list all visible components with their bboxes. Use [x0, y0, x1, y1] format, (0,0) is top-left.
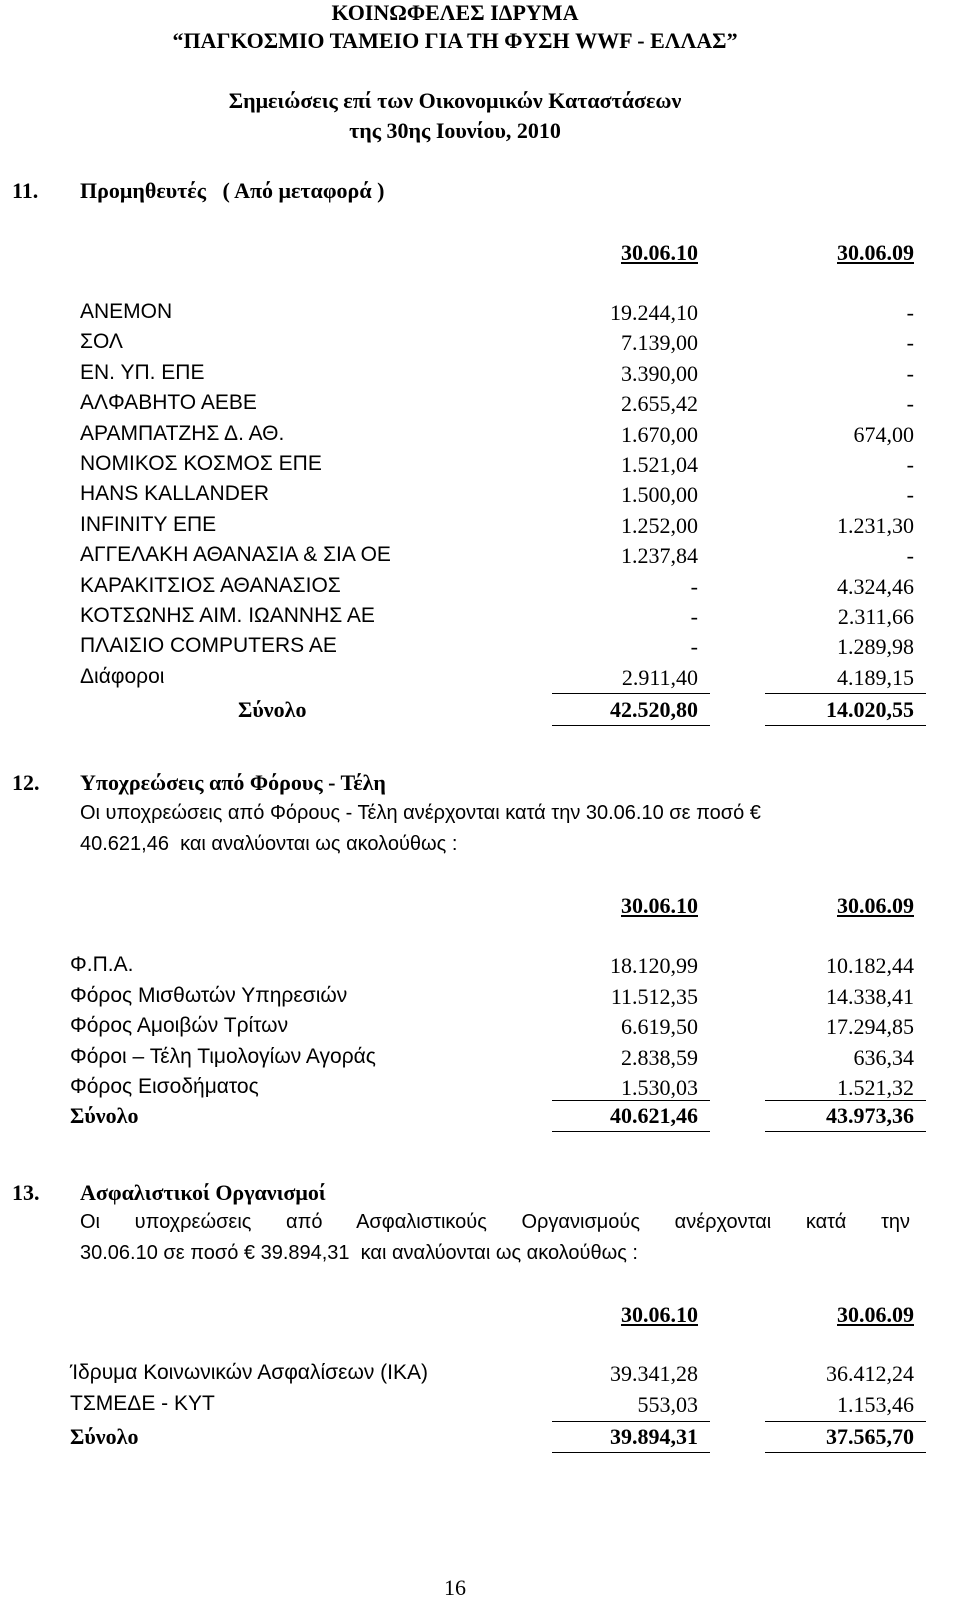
section-11-col-header-2009: 30.06.09	[837, 240, 914, 265]
row-value-2010: 1.530,03	[621, 1075, 698, 1100]
row-value-2010: 1.521,04	[621, 452, 698, 477]
section-13-total-2010: 39.894,31	[610, 1424, 698, 1449]
section-12-total-rule-2	[765, 1131, 926, 1132]
row-value-2010: 7.139,00	[621, 330, 698, 356]
row-value-2009: 1.231,30	[837, 512, 914, 538]
row-label: ΝΟΜΙΚΟΣ ΚΟΣΜΟΣ ΕΠΕ	[80, 452, 322, 475]
row-label: Διάφοροι	[80, 664, 165, 688]
section-11-subtotal-rule-2	[765, 693, 926, 694]
section-13-subtotal-rule-2	[765, 1421, 926, 1422]
section-13-text-line2: 30.06.10 σε ποσό € 39.894,31 και αναλύονται ως ακολούθως :	[80, 1242, 638, 1264]
row-label: ΚΟΤΣΩΝΗΣ ΑΙΜ. ΙΩΑΝΝΗΣ ΑΕ	[80, 604, 375, 627]
page-number: 16	[444, 1575, 466, 1600]
section-11-title: Προμηθευτές ( Από μεταφορά )	[80, 178, 385, 203]
section-11-col-header-2010: 30.06.10	[621, 240, 698, 265]
row-value-2010: 3.390,00	[621, 360, 698, 386]
section-12-subtotal-rule-1	[552, 1100, 710, 1101]
section-12-total-2010: 40.621,46	[610, 1103, 698, 1128]
row-value-2010: 1.252,00	[621, 512, 698, 538]
section-11-total-2009: 14.020,55	[826, 697, 914, 722]
section-13-total-label: Σύνολο	[70, 1424, 139, 1449]
row-label: INFINITY ΕΠΕ	[80, 512, 217, 536]
org-name: ΚΟΙΝΩΦΕΛΕΣ ΙΔΡΥΜΑ	[331, 0, 579, 25]
section-12-subtotal-rule-2	[765, 1100, 926, 1101]
row-value-2009: 1.153,46	[837, 1392, 914, 1417]
section-12-title: Υποχρεώσεις από Φόρους - Τέλη	[80, 770, 386, 795]
section-12-total-label: Σύνολο	[70, 1103, 139, 1128]
row-label: Φόρος Εισοδήματος	[70, 1075, 259, 1098]
section-11-subtotal-rule-1	[552, 693, 710, 694]
row-value-2009: -	[906, 300, 914, 325]
row-value-2010: 18.120,99	[610, 953, 698, 978]
row-value-2010: 2.911,40	[621, 664, 698, 690]
row-value-2010: 1.670,00	[621, 421, 698, 447]
section-11-total-label: Σύνολο	[238, 697, 307, 722]
org-full-name: “ΠΑΓΚΟΣΜΙΟ ΤΑΜΕΙΟ ΓΙΑ ΤΗ ΦΥΣΗ WWF - ΕΛΛΑΣ”	[172, 28, 738, 53]
row-label: ΑΡΑΜΠΑΤΖΗΣ Δ. ΑΘ.	[80, 421, 285, 445]
row-value-2009: 1.521,32	[837, 1075, 914, 1100]
section-13-title: Ασφαλιστικοί Οργανισμοί	[80, 1180, 326, 1205]
row-label: Φόρος Αμοιβών Τρίτων	[70, 1014, 289, 1037]
row-value-2009: -	[906, 330, 914, 356]
section-13-number: 13.	[12, 1180, 40, 1205]
row-label: ΑΝΕΜΟΝ	[80, 300, 173, 323]
row-value-2009: -	[906, 482, 914, 508]
section-11-number: 11.	[12, 178, 39, 203]
row-label: ΤΣΜΕΔΕ - ΚΥΤ	[70, 1392, 215, 1415]
section-12-text-line1: Οι υποχρεώσεις από Φόρους - Τέλη ανέρχονται κατά την 30.06.10 σε ποσό €	[80, 802, 761, 824]
section-12-text-line2: 40.621,46 και αναλύονται ως ακολούθως :	[80, 833, 458, 855]
row-label: Φόροι – Τέλη Τιμολογίων Αγοράς	[70, 1044, 376, 1068]
row-label: ΑΓΓΕΛΑΚΗ ΑΘΑΝΑΣΙΑ & ΣΙΑ ΟΕ	[80, 543, 391, 567]
row-value-2010: 2.655,42	[621, 391, 698, 417]
row-value-2009: -	[906, 543, 914, 569]
section-13-col-header-2009: 30.06.09	[837, 1302, 914, 1327]
section-13-text-line1: Οι υποχρεώσεις από Ασφαλιστικούς Οργανισμούς ανέρχονται κατά την	[80, 1211, 910, 1233]
row-value-2009: 4.189,15	[837, 664, 914, 690]
row-value-2010: 11.512,35	[610, 983, 698, 1009]
section-12-total-2009: 43.973,36	[826, 1103, 914, 1128]
section-13-col-header-2010: 30.06.10	[621, 1302, 698, 1327]
row-value-2010: 2.838,59	[621, 1044, 698, 1070]
row-value-2009: 1.289,98	[837, 634, 914, 660]
section-11-total-rule-1	[552, 725, 710, 726]
row-label: ΕΝ. ΥΠ. ΕΠΕ	[80, 360, 205, 384]
row-value-2010: -	[690, 573, 698, 599]
row-value-2009: -	[906, 452, 914, 477]
row-value-2009: 674,00	[853, 421, 914, 447]
row-value-2009: 2.311,66	[837, 604, 914, 629]
row-value-2009: -	[906, 391, 914, 417]
row-value-2009: 4.324,46	[837, 573, 914, 599]
section-13-total-rule-2	[765, 1452, 926, 1453]
row-label: ΑΛΦΑΒΗΤΟ ΑΕΒΕ	[80, 391, 257, 415]
row-value-2010: 1.237,84	[621, 543, 698, 569]
section-13-subtotal-rule-1	[552, 1421, 710, 1422]
document-date: της 30ης Ιουνίου, 2010	[349, 118, 561, 143]
row-value-2009: 636,34	[853, 1044, 914, 1070]
section-12-number: 12.	[12, 770, 40, 795]
section-12-col-header-2010: 30.06.10	[621, 893, 698, 918]
section-12-col-header-2009: 30.06.09	[837, 893, 914, 918]
row-value-2010: -	[690, 634, 698, 660]
row-label: ΣΟΛ	[80, 330, 123, 354]
row-label: ΠΛΑΙΣΙΟ COMPUTERS AE	[80, 634, 337, 658]
row-value-2009: 14.338,41	[826, 983, 914, 1009]
row-value-2009: -	[906, 360, 914, 386]
row-label: Φόρος Μισθωτών Υπηρεσιών	[70, 983, 348, 1007]
row-value-2009: 10.182,44	[826, 953, 914, 978]
row-value-2010: -	[690, 604, 698, 629]
section-11-total-rule-2	[765, 725, 926, 726]
row-value-2010: 6.619,50	[621, 1014, 698, 1039]
row-value-2009: 36.412,24	[826, 1361, 914, 1386]
row-value-2010: 553,03	[637, 1392, 698, 1417]
section-13-total-2009: 37.565,70	[826, 1424, 914, 1449]
row-label: Ίδρυμα Κοινωνικών Ασφαλίσεων (ΙΚΑ)	[70, 1361, 429, 1384]
section-13-total-rule-1	[552, 1452, 710, 1453]
section-12-total-rule-1	[552, 1131, 710, 1132]
row-label: Φ.Π.Α.	[70, 953, 134, 976]
row-value-2010: 39.341,28	[610, 1361, 698, 1386]
row-value-2010: 19.244,10	[610, 300, 698, 325]
row-value-2009: 17.294,85	[826, 1014, 914, 1039]
document-title: Σημειώσεις επί των Οικονομικών Καταστάσεων	[228, 88, 682, 113]
row-label: ΚΑΡΑΚΙΤΣΙΟΣ ΑΘΑΝΑΣΙΟΣ	[80, 573, 341, 597]
section-11-total-2010: 42.520,80	[610, 697, 698, 722]
row-value-2010: 1.500,00	[621, 482, 698, 508]
row-label: HANS KALLANDER	[80, 482, 270, 506]
